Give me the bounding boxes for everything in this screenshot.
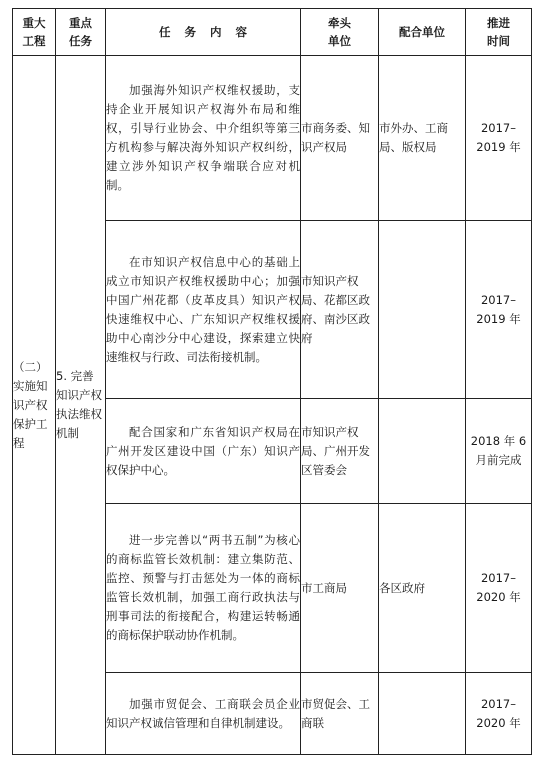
task-content: 加强海外知识产权维权援助，支持企业开展知识产权海外布局和维权，引导行业协会、中介组织等第三方机构参与解决海外知识产权纠纷，建立涉外知识产权争端联合应对机制。 bbox=[106, 56, 301, 221]
header-content: 任务内容 bbox=[106, 9, 301, 56]
timeline: 2017– 2019 年 bbox=[466, 56, 532, 221]
task-content: 进一步完善以“两书五制”为核心的商标监管长效机制：建立集防范、监控、预警与打击惩处为一体的商标监管长效机制，加强工商行政执法与刑事司法的衔接配合，构建运转畅通的商标保护联动协作机制。 bbox=[106, 504, 301, 673]
project-cell: （二）实施知识产权保护工程 bbox=[13, 56, 56, 755]
coop-unit bbox=[379, 221, 466, 399]
header-row bbox=[13, 9, 532, 56]
timeline: 2017– 2020 年 bbox=[466, 673, 532, 755]
timeline: 2017– 2019 年 bbox=[466, 221, 532, 399]
header-project: 重大 工程 bbox=[13, 9, 56, 56]
coop-unit bbox=[379, 673, 466, 755]
lead-unit: 市贸促会、工商联 bbox=[301, 673, 379, 755]
coop-unit bbox=[379, 399, 466, 504]
header-coop-unit: 配合单位 bbox=[379, 9, 466, 56]
lead-unit: 市知识产权局、花都区政府、南沙区政府 bbox=[301, 221, 379, 399]
timeline: 2018 年 6 月前完成 bbox=[466, 399, 532, 504]
table-row bbox=[13, 56, 532, 221]
task-content: 配合国家和广东省知识产权局在广州开发区建设中国（广东）知识产权保护中心。 bbox=[106, 399, 301, 504]
lead-unit: 市知识产权局、广州开发区管委会 bbox=[301, 399, 379, 504]
task-table bbox=[12, 8, 532, 755]
header-key-task: 重点 任务 bbox=[56, 9, 106, 56]
timeline: 2017– 2020 年 bbox=[466, 504, 532, 673]
task-content: 加强市贸促会、工商联会员企业知识产权诚信管理和自律机制建设。 bbox=[106, 673, 301, 755]
coop-unit: 市外办、工商局、版权局 bbox=[379, 56, 466, 221]
task-content: 在市知识产权信息中心的基础上成立市知识产权维权援助中心；加强中国广州花都（皮革皮具）知识产权快速维权中心、广东知识产权维权援助中心南沙分中心建设，探索建立快速维权与行政、司法衔接机制。 bbox=[106, 221, 301, 399]
lead-unit: 市工商局 bbox=[301, 504, 379, 673]
lead-unit: 市商务委、知识产权局 bbox=[301, 56, 379, 221]
header-lead-unit: 牵头 单位 bbox=[301, 9, 379, 56]
key-task-cell: 5. 完善知识产权执法维权机制 bbox=[56, 56, 106, 755]
header-timeline: 推进 时间 bbox=[466, 9, 532, 56]
coop-unit: 各区政府 bbox=[379, 504, 466, 673]
